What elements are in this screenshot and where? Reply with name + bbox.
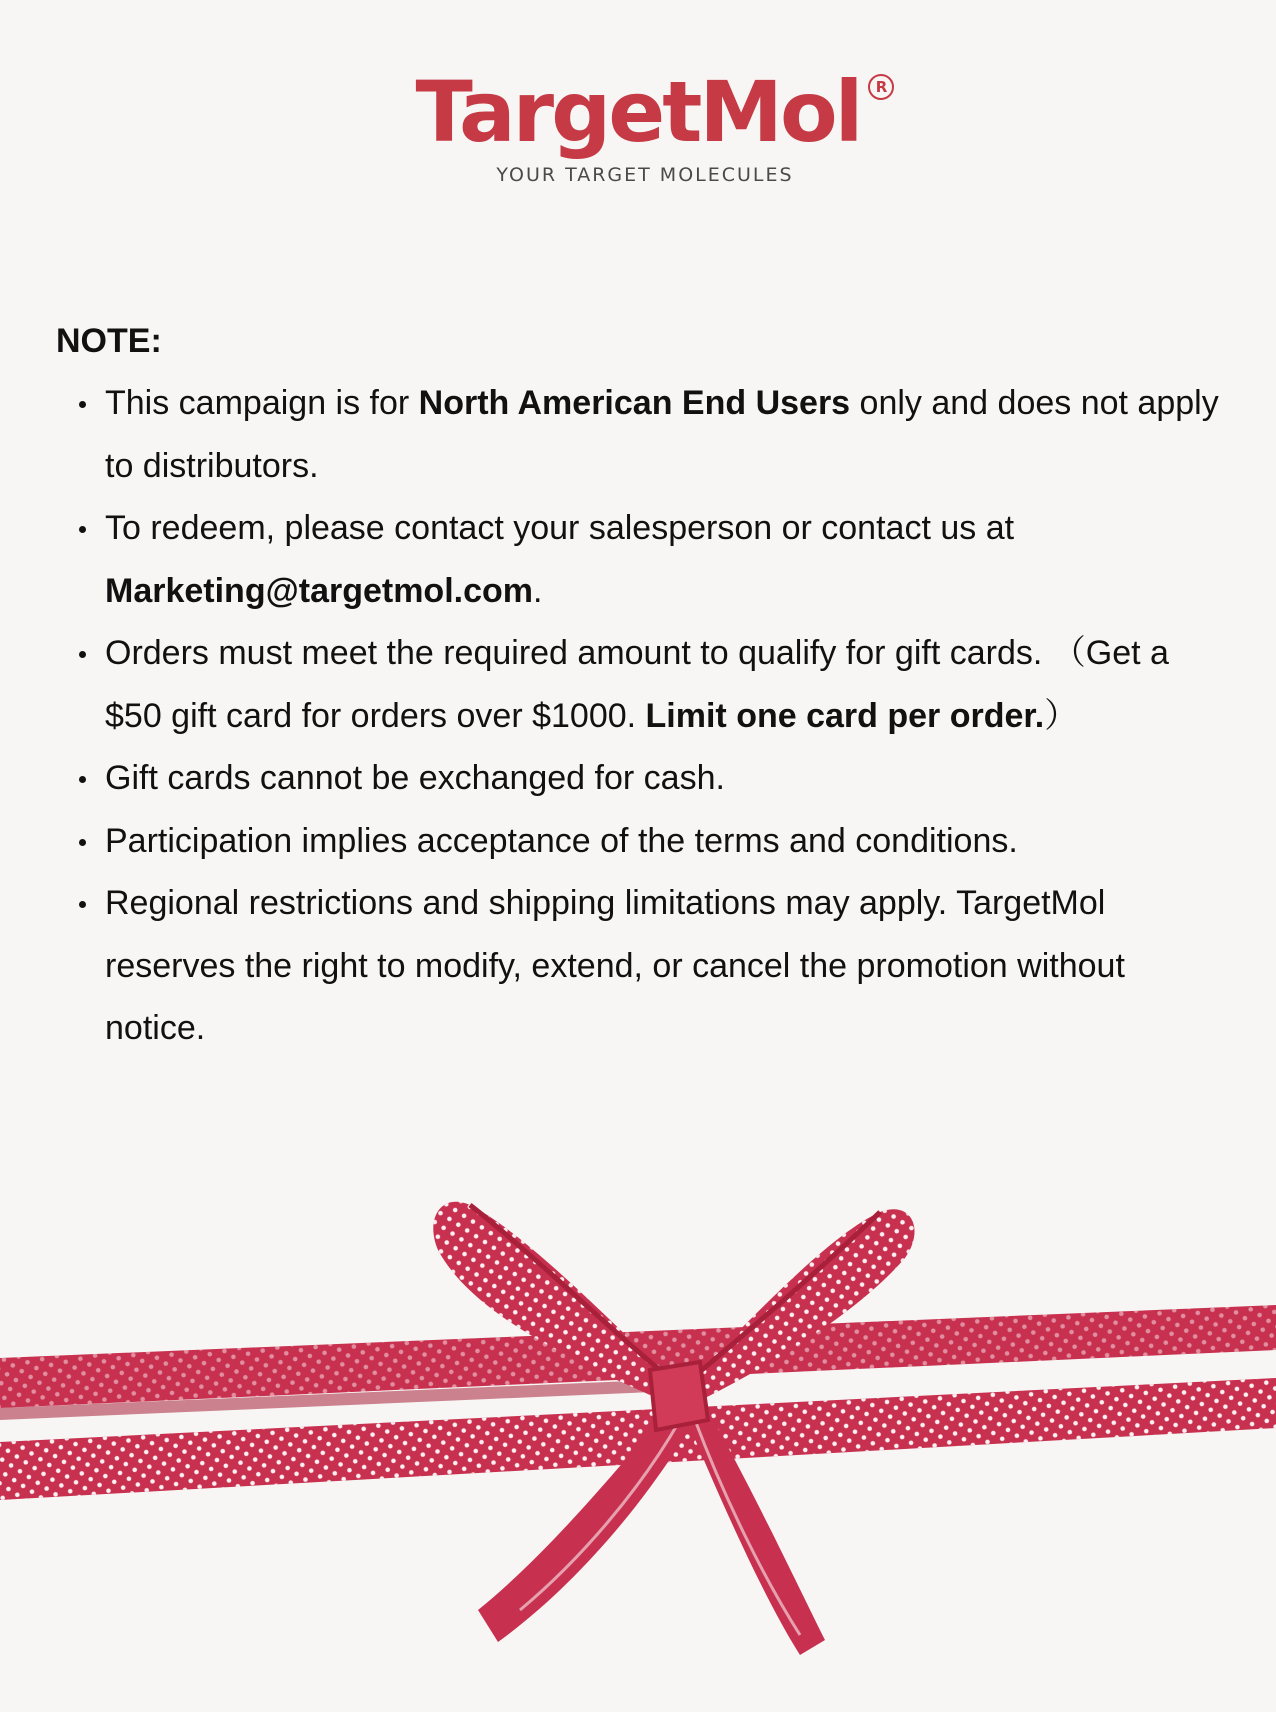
term-item-no-cash: Gift cards cannot be exchanged for cash. bbox=[56, 747, 1226, 810]
logo-brand-text: TargetMol bbox=[415, 63, 861, 161]
note-title: NOTE: bbox=[56, 322, 162, 360]
term-item-acceptance: Participation implies acceptance of the terms and conditions. bbox=[56, 810, 1226, 873]
marketing-email: Marketing@targetmol.com bbox=[105, 571, 534, 610]
terms-list bbox=[56, 372, 1226, 1060]
brand-logo bbox=[0, 63, 1276, 186]
term-item-order-amount: Orders must meet the required amount to qualify for gift cards. （Get a $50 gift card for orders over $1000. Limit one card per order.） bbox=[56, 622, 1226, 747]
bow-knot bbox=[650, 1362, 708, 1430]
logo-wordmark bbox=[415, 63, 888, 161]
note-section bbox=[56, 316, 1226, 1060]
term-item-restrictions: Regional restrictions and shipping limitations may apply. TargetMol reserves the right to modify, extend, or cancel the promotion without notice. bbox=[56, 872, 1226, 1060]
term-item-redeem: To redeem, please contact your salesperson or contact us at Marketing@targetmol.com. bbox=[56, 497, 1226, 622]
gift-ribbon-illustration bbox=[0, 1180, 1276, 1700]
term-item-end-users: This campaign is for North American End Users only and does not apply to distributors. bbox=[56, 372, 1226, 497]
term-highlight: Limit one card per order. bbox=[645, 696, 1045, 735]
registered-mark-icon: R bbox=[868, 74, 894, 100]
logo-tagline: YOUR TARGET MOLECULES bbox=[496, 164, 794, 186]
term-highlight: North American End Users bbox=[418, 384, 851, 422]
